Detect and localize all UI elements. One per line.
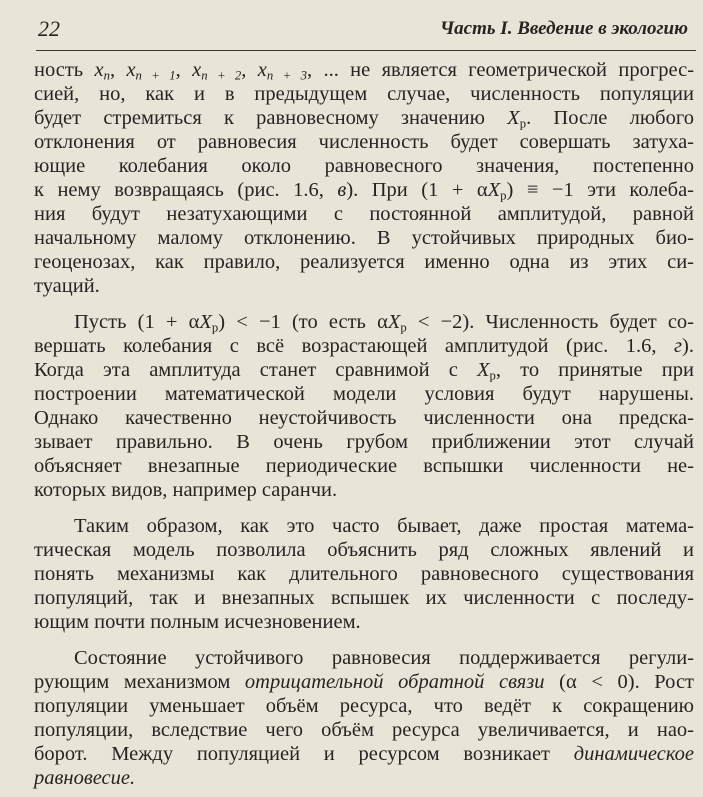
text-line: туаций.	[34, 275, 100, 297]
math-variable: X	[387, 311, 401, 333]
emphasized-term: равновесие.	[34, 767, 136, 789]
emphasized-term: динамическое	[573, 743, 694, 765]
text-line: будет стремиться к равновесному значению $X_р$. После любого	[34, 107, 694, 131]
math-subscript: р	[400, 320, 407, 335]
text-line: к нему возвращаясь (рис. 1.6, в). При $(1 + \alpha X_р) \equiv -1$ эти колеба-	[34, 179, 695, 203]
text-line: вершать колебания с всё возрастающей амплитудой (рис. 1.6, г).	[34, 335, 694, 357]
figure-ref-letter: г	[674, 335, 683, 357]
text-line: популяции уменьшает объём ресурса, что ведёт к сокращению	[34, 695, 694, 717]
text-line: ющие колебания около равновесного значения, постепенно	[34, 155, 694, 177]
text-line: популяций, так и внезапных вспышек их численности с последу-	[34, 587, 694, 609]
paragraph	[34, 58, 694, 298]
math-subscript: р	[519, 116, 527, 131]
math-subscript: n + 1	[135, 68, 176, 83]
text-line: тическая модель позволила объяснить ряд сложных явлений и	[34, 539, 694, 561]
math-variable: X	[477, 359, 490, 381]
math-variable: x	[192, 59, 202, 81]
text-line: ющим почти полным исчезновением.	[34, 611, 361, 633]
text-line: Таким образом, как это часто бывает, даже простая матема-	[74, 515, 694, 537]
math-subscript: n + 2	[201, 68, 242, 83]
paragraph	[34, 310, 694, 502]
math-variable: x	[126, 59, 136, 81]
math-subscript: р	[489, 368, 496, 383]
running-title: Часть I. Введение в экологию	[439, 18, 688, 39]
text-line: которых видов, например саранчи.	[34, 479, 338, 501]
text-line: объясняет внезапные периодические вспышки численности не-	[34, 455, 694, 477]
text-line: ность $x_n$, $x_{n + 1}$, $x_{n + 2}$, $x_{n + 3}$, ... не является геометрической прогрес-	[34, 59, 695, 83]
body-text	[34, 58, 694, 790]
text-line: популяции, вследствие чего объём ресурса увеличивается, и нао-	[34, 719, 694, 741]
page-number: 22	[38, 16, 60, 41]
math-variable: X	[487, 179, 501, 201]
text-line: понять механизмы как длительного равновесного существования	[34, 563, 694, 585]
math-variable: X	[199, 311, 212, 333]
text-line: ния будут незатухающими с постоянной амплитудой, равной	[34, 203, 694, 225]
math-subscript: р	[500, 188, 507, 203]
paragraph-spacing	[34, 298, 694, 310]
text-line: построении математической модели условия будут нарушены.	[34, 383, 694, 405]
text-line: сией, но, как и в предыдущем случае, численность популяции	[34, 83, 694, 105]
math-subscript: n	[103, 68, 110, 83]
text-line: отклонения от равновесия численность будет совершать затуха-	[34, 131, 694, 153]
text-line: Состояние устойчивого равновесия поддерживается регули-	[74, 647, 694, 669]
emphasized-term: отрицательной обратной связи	[244, 671, 545, 693]
paragraph-spacing	[34, 634, 694, 646]
text-line: начальному малому отклонению. В устойчивых природных био-	[34, 227, 694, 249]
math-subscript: р	[211, 320, 219, 335]
math-subscript: n + 3	[266, 68, 307, 83]
text-line: Пусть $(1 + \alpha X_р) < -1$ (то есть $\alpha X_р < -2$). Численность будет со-	[74, 311, 694, 335]
page-header	[36, 12, 696, 51]
math-variable: x	[94, 59, 104, 81]
paragraph	[34, 646, 694, 790]
text-line: борот. Между популяцией и ресурсом возникает динамическое	[34, 743, 694, 765]
math-variable: X	[507, 107, 520, 129]
math-variable: x	[257, 59, 267, 81]
text-line: геоценозах, как правило, реализуется именно одна из этих си-	[34, 251, 694, 273]
text-line: зывает правильно. В очень грубом приближении этот случай	[34, 431, 694, 453]
paragraph	[34, 514, 694, 634]
text-line: рующим механизмом отрицательной обратной связи (α < 0). Рост	[34, 671, 694, 693]
paragraph-spacing	[34, 502, 694, 514]
text-line: Когда эта амплитуда станет сравнимой с $X_р$, то принятые при	[34, 359, 694, 383]
text-line: Однако качественно неустойчивость численности она предска-	[34, 407, 694, 429]
figure-ref-letter: в	[337, 179, 347, 201]
